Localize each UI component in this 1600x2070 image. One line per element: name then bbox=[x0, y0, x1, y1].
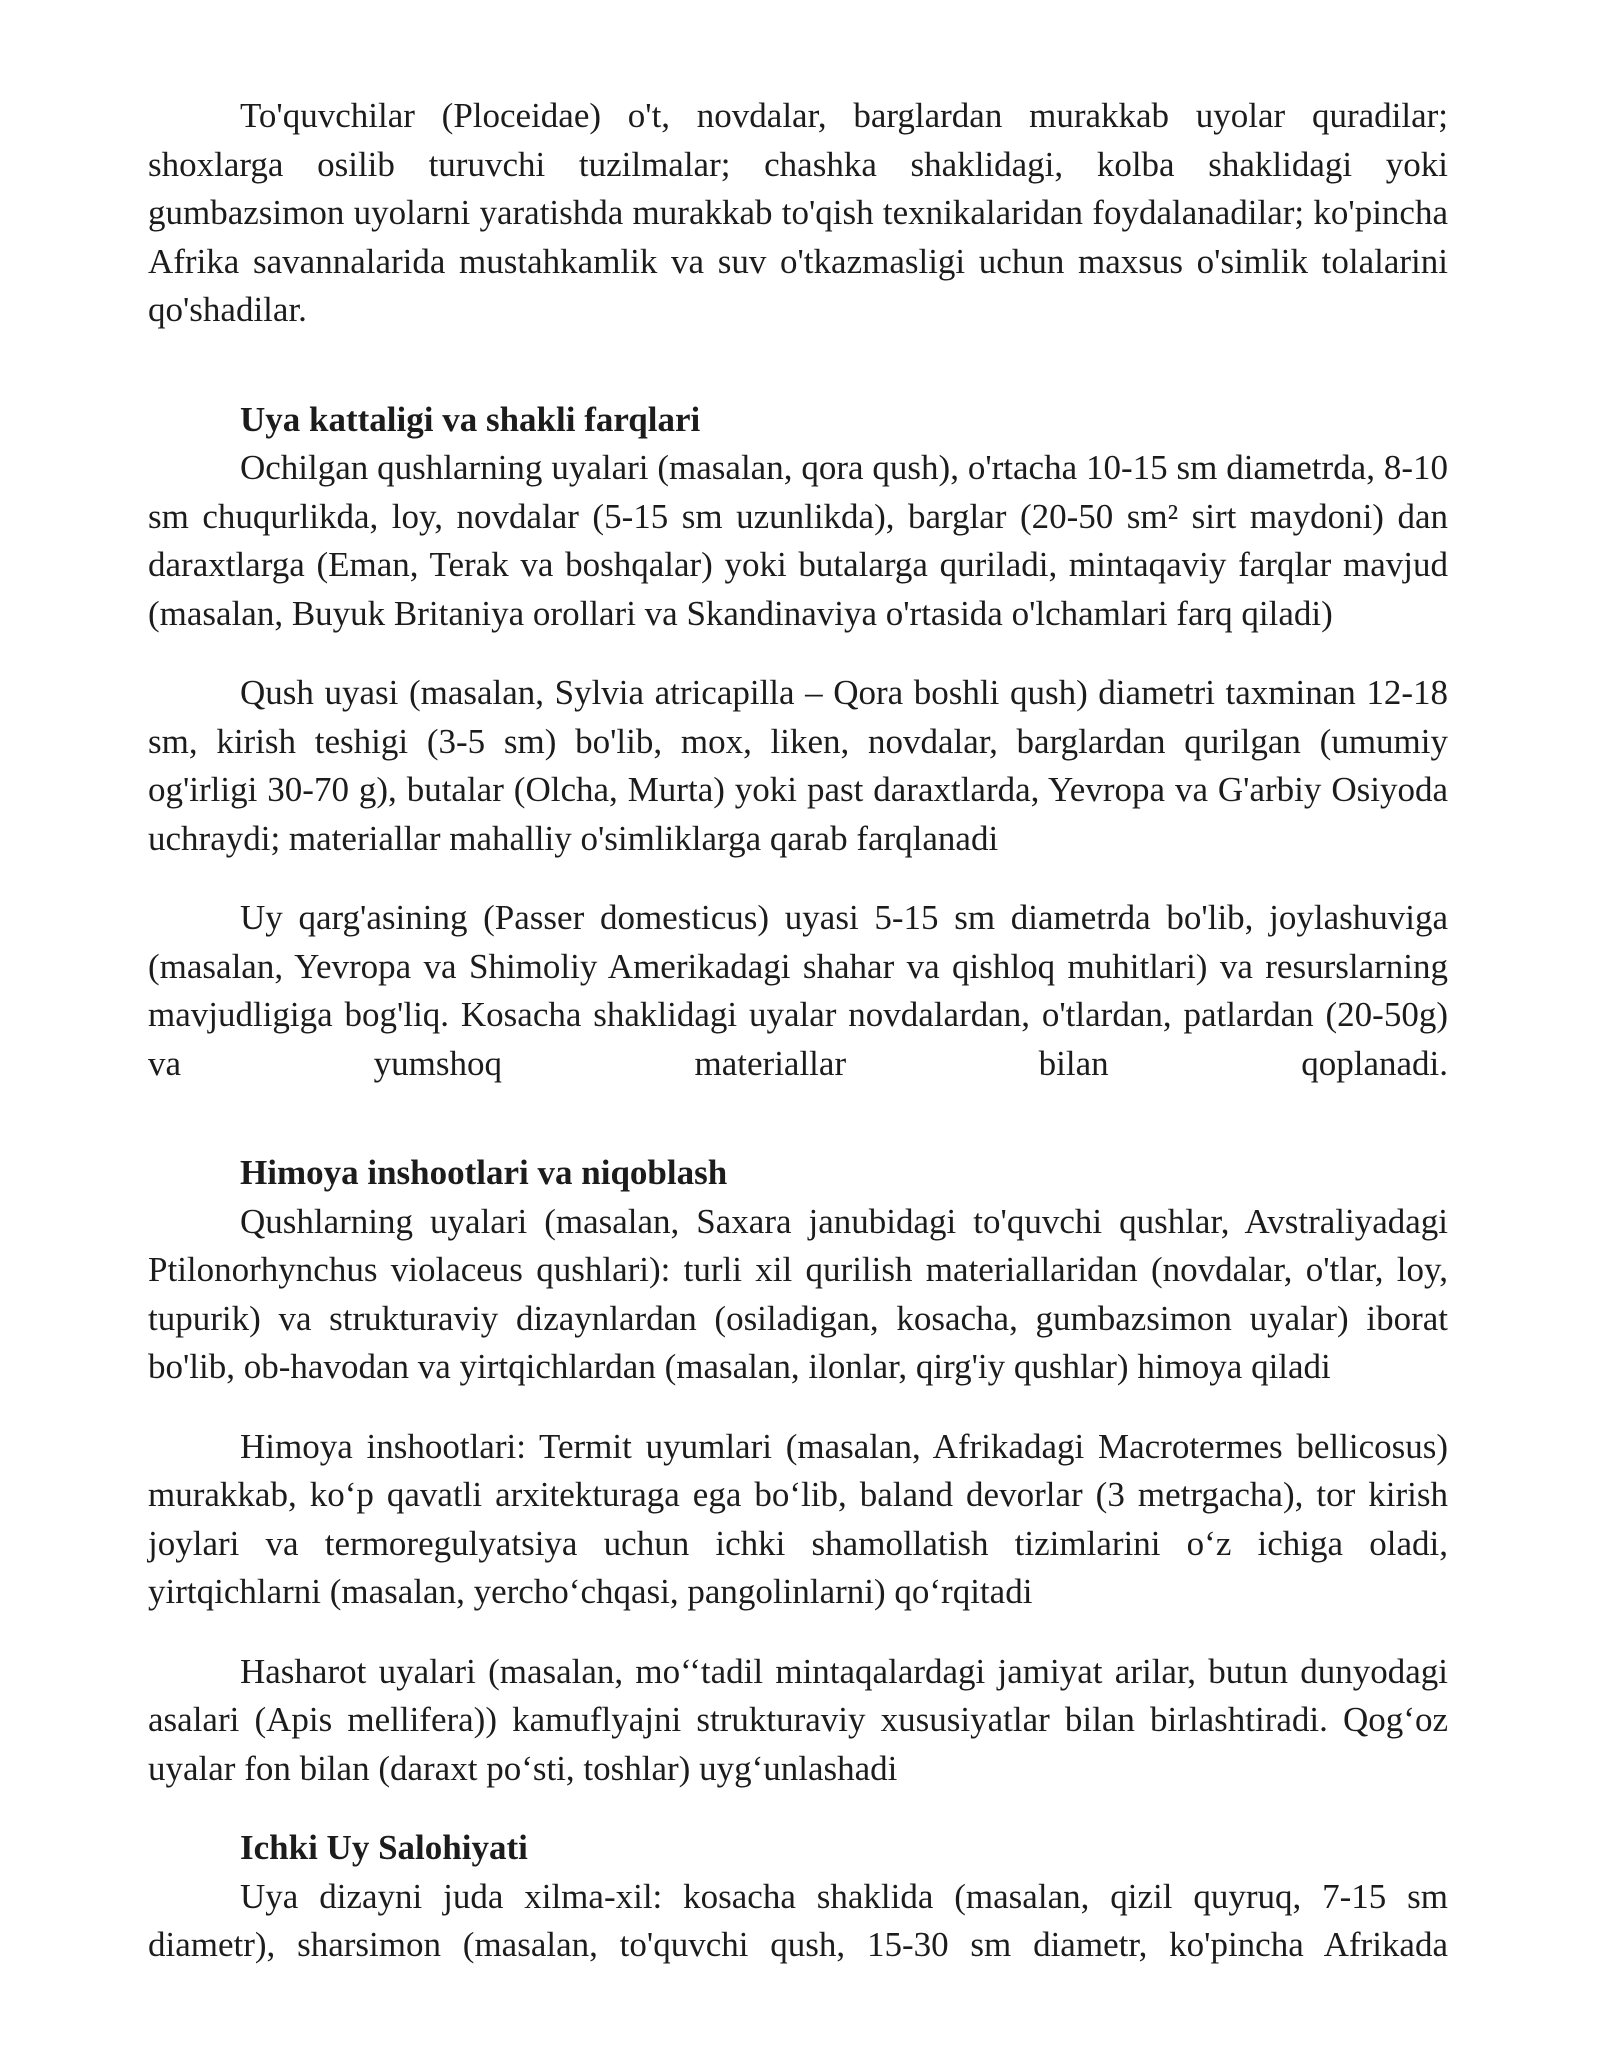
section-heading-inner-nest: Ichki Uy Salohiyati bbox=[240, 1828, 528, 1867]
paragraph-bird-nest-protection: Qushlarning uyalari (masalan, Saxara janubidagi to'quvchi qushlar, Avstraliyadagi Ptilonorhynchus violaceus qushlari): turli xil qurilish materiallaridan (novdalar, o'tlar, loy, tupurik) va strukturaviy dizaynlardan (osiladigan, kosacha, gumbazsimon uyalar) iborat bo'lib, ob-havodan va yirtqichlardan (masalan, ilonlar, qirg'iy qushlar) himoya qiladi bbox=[148, 1201, 1448, 1386]
document-body bbox=[148, 92, 1448, 1970]
section-heading-nest-size: Uya kattaligi va shakli farqlari bbox=[240, 399, 701, 439]
intro-paragraph: To'quvchilar (Ploceidae) o't, novdalar, barglardan murakkab uyolar quradilar; shoxlarga osilib turuvchi tuzilmalar; chashka shaklidagi, kolba shaklidagi yoki gumbazsimon uyolarni yaratishda murakkab to'qish texnikalaridan foydalanadilar; ko'pincha Afrika savannalarida mustahkamlik va suv o'tkazmasligi uchun maxsus o'simlik tolalarini qo'shadilar. bbox=[148, 96, 1448, 329]
paragraph-spacer bbox=[148, 1617, 1448, 1648]
paragraph-spacer bbox=[148, 1392, 1448, 1423]
section-spacer bbox=[148, 1793, 1448, 1824]
paragraph-sylvia-nest: Qush uyasi (masalan, Sylvia atricapilla – Qora boshli qush) diametri taxminan 12-18 sm, kirish teshigi (3-5 sm) bo'lib, mox, liken, novdalar, barglardan qurilgan (umumiy og'irligi 30-70 g), butalar (Olcha, Murta) yoki past daraxtlarda, Yevropa va G'arbiy Osiyoda uchraydi; materiallar mahalliy o'simliklarga qarab farqlanadi bbox=[148, 673, 1448, 858]
paragraph-nest-design: Uya dizayni juda xilma-xil: kosacha shaklida (masalan, qizil quyruq, 7-15 sm diametr), sharsimon (masalan, to'quvchi qush, 15-30 sm diametr, ko'pincha Afrikada bbox=[148, 1876, 1448, 1964]
paragraph-spacer bbox=[148, 638, 1448, 669]
paragraph-open-bird-nests: Ochilgan qushlarning uyalari (masalan, qora qush), o'rtacha 10-15 sm diametrda, 8-10 sm chuqurlikda, loy, novdalar (5-15 sm uzunlikda), barglar (20-50 sm² sirt maydoni) dan daraxtlarga (Eman, Terak va boshqalar) yoki butalarga quriladi, mintaqaviy farqlar mavjud (masalan, Buyuk Britaniya orollari va Skandinaviya o'rtasida o'lchamlari farq qiladi) bbox=[148, 448, 1448, 633]
paragraph-termite-mounds: Himoya inshootlari: Termit uyumlari (masalan, Afrikadagi Macrotermes bellicosus) murakkab, ko‘p qavatli arxitekturaga ega bo‘lib, baland devorlar (3 metrgacha), tor kirish joylari va termoregulyatsiya uchun ichki shamollatish tizimlarini o‘z ichiga oladi, yirtqichlarni (masalan, yercho‘chqasi, pangolinlarni) qo‘rqitadi bbox=[148, 1426, 1448, 1611]
section-heading-protection: Himoya inshootlari va niqoblash bbox=[240, 1153, 728, 1192]
section-spacer bbox=[148, 335, 1448, 396]
paragraph-house-sparrow-nest: Uy qarg'asining (Passer domesticus) uyasi 5-15 sm diametrda bo'lib, joylashuviga (masalan, Yevropa va Shimoliy Amerikadagi shahar va qishloq muhitlari) va resurslarning mavjudligiga bog'liq. Kosacha shaklidagi uyalar novdalardan, o'tlardan, patlardan (20-50g) va yumshoq materiallar bilan qoplanadi. bbox=[148, 898, 1448, 1083]
paragraph-spacer bbox=[148, 863, 1448, 894]
paragraph-insect-nests: Hasharot uyalari (masalan, mo‘‘tadil mintaqalardagi jamiyat arilar, butun dunyodagi asalari (Apis mellifera)) kamuflyajni strukturaviy xususiyatlar bilan birlashtiradi. Qog‘oz uyalar fon bilan (daraxt po‘sti, toshlar) uyg‘unlashadi bbox=[148, 1651, 1448, 1788]
section-spacer bbox=[148, 1088, 1448, 1149]
